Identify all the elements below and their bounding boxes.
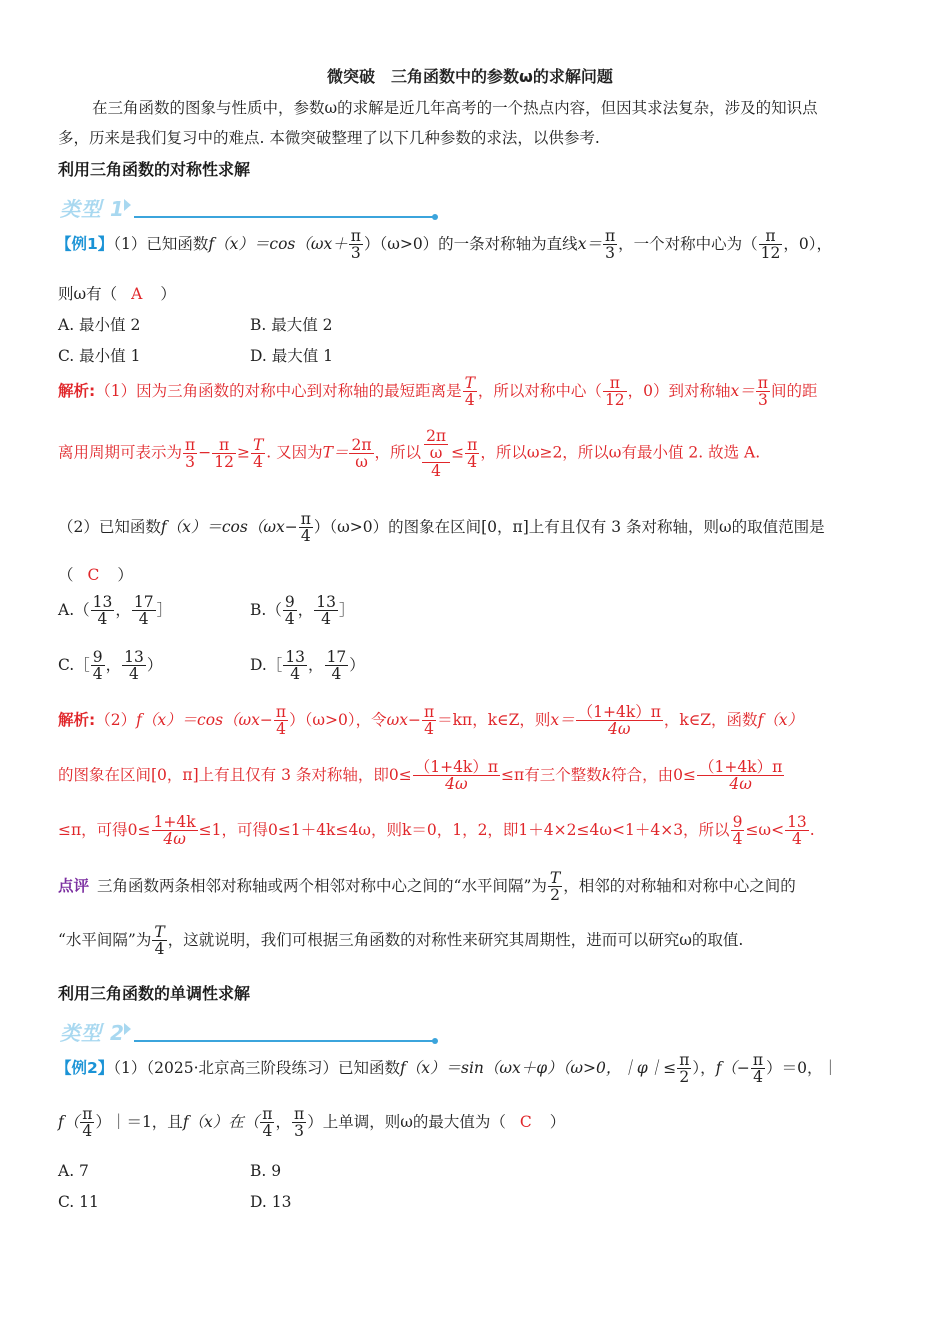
- text: −: [198, 443, 212, 462]
- text: ，0）到对称轴: [627, 381, 731, 400]
- solution2-line1: [58, 704, 803, 738]
- text: 间的距: [770, 381, 818, 400]
- text: x＝: [577, 234, 602, 253]
- text: f（: [58, 1112, 80, 1131]
- fraction: $\frac{13}{4}$: [92, 593, 113, 629]
- text: ）｜＝1，且: [95, 1112, 183, 1131]
- text: ωx−: [386, 710, 421, 729]
- answer-mark: C: [87, 566, 100, 584]
- text: A.（: [58, 600, 90, 619]
- text: x＝: [550, 710, 575, 729]
- type-divider: [134, 216, 434, 218]
- fraction: $\frac{T}{2}$: [549, 869, 561, 905]
- example1-question1-answer-line: [58, 282, 176, 304]
- solution1-line2: [58, 428, 760, 479]
- text: ，所以: [374, 443, 422, 462]
- text: 则ω有（: [58, 285, 118, 303]
- text: ，k∈Z，函数: [663, 710, 758, 729]
- ex2-option-b: B. 9: [250, 1162, 282, 1180]
- q2-option-a: [58, 594, 172, 628]
- fraction: $\frac{13}{4}$: [316, 593, 336, 629]
- text: .: [809, 820, 815, 839]
- text: ）（ω>0），令: [289, 710, 387, 729]
- type-arrow-icon: [124, 199, 131, 211]
- text: （2）已知函数: [58, 517, 161, 536]
- solution2-line2: [58, 759, 785, 793]
- fraction: $\frac{(1+4k)\pi}{4\omega}$: [698, 758, 783, 794]
- example2-question1-line2: [58, 1106, 565, 1140]
- fraction: $\frac{\pi}{12}$: [604, 374, 625, 410]
- fraction: $\frac{13}{4}$: [787, 813, 807, 849]
- type-divider-dot: [432, 1038, 438, 1044]
- section-heading-symmetry: 利用三角函数的对称性求解: [58, 160, 251, 179]
- fraction: $\frac{T}{4}$: [154, 923, 165, 959]
- text: ］: [156, 600, 173, 619]
- text: k: [601, 765, 612, 784]
- fraction: $\frac{\pi}{4}$: [262, 1105, 273, 1141]
- text: f（x）＝sin（ωx＋φ）（ω>0，｜φ｜≤: [400, 1058, 677, 1077]
- text: k＝0，1，2，即1＋4×2≤4ω<1＋4×3，所以: [401, 820, 730, 839]
- text: 的图象在区间[0，π]上有且仅有 3 条对称轴，即0≤: [58, 765, 412, 784]
- solution2-line3: [58, 814, 815, 848]
- ex2-option-c: C. 11: [58, 1193, 99, 1211]
- text: 离用周期可表示为: [58, 443, 183, 462]
- text: ）（ω>0）的图象在区间[0，π]上有且仅有 3 条对称轴，则ω的取值范围是: [313, 517, 825, 536]
- page-title: 微突破 三角函数中的参数ω的求解问题: [327, 67, 613, 86]
- text: . 又因为: [266, 443, 323, 462]
- review-line1: [58, 870, 796, 904]
- solution-label: 解析:: [58, 710, 96, 729]
- text: ≥: [236, 443, 250, 462]
- fraction: $\frac{17}{4}$: [326, 648, 347, 684]
- text: ，: [105, 655, 122, 674]
- fraction: $\frac{(1+4k)\pi}{4\omega}$: [414, 758, 499, 794]
- text: （1）已知函数: [113, 234, 209, 253]
- example-tag: 【例1】: [56, 234, 114, 253]
- fraction: $\frac{\pi}{12}$: [214, 435, 234, 471]
- text: f（x）＝cos（ωx＋: [208, 234, 348, 253]
- text: B.（: [250, 600, 282, 619]
- q2-option-b: [250, 594, 354, 628]
- fraction: $\frac{\pi}{4}$: [423, 703, 435, 739]
- q2-option-c: [58, 649, 162, 683]
- text: ）: [549, 1112, 566, 1131]
- text: ］: [338, 600, 355, 619]
- answer-mark: C: [519, 1112, 532, 1131]
- type-label-2: 类型 2: [60, 1021, 125, 1045]
- compound-fraction: $\frac{\frac{2\pi}{\omega}}{4}$: [422, 428, 450, 479]
- example-tag: 【例2】: [56, 1058, 114, 1077]
- text: （2）: [95, 710, 137, 729]
- fraction: $\frac{9}{4}$: [732, 813, 743, 849]
- fraction: $\frac{13}{4}$: [285, 648, 306, 684]
- fraction: $\frac{T}{4}$: [252, 435, 264, 471]
- fraction: $\frac{2\pi}{\omega}$: [351, 435, 372, 471]
- fraction: $\frac{17}{4}$: [133, 593, 154, 629]
- text: ）: [117, 566, 133, 584]
- text: ，这就说明，我们可根据三角函数的对称性来研究其周期性，进而可以研究ω的取值.: [167, 930, 744, 949]
- text: ）: [160, 285, 176, 303]
- text: ，: [275, 1112, 291, 1131]
- text: ≤: [451, 443, 465, 462]
- fraction: $\frac{\pi}{3}$: [604, 227, 616, 263]
- text: ≤π有三个整数: [501, 765, 602, 784]
- text: “水平间隔”为: [58, 930, 152, 949]
- text: ，所以对称中心（: [477, 381, 602, 400]
- text: ，0），: [783, 234, 832, 253]
- text: ）上单调，则ω的最大值为（: [307, 1112, 506, 1131]
- text: ≤ω<: [745, 820, 785, 839]
- example2-question1: [56, 1052, 838, 1086]
- intro-line-1: 在三角函数的图象与性质中，参数ω的求解是近几年高考的一个热点内容，但因其求法复杂，涉及的知识点: [92, 99, 818, 117]
- fraction: $\frac{\pi}{12}$: [760, 227, 781, 263]
- type-divider-dot: [432, 214, 438, 220]
- text: T＝: [322, 443, 349, 462]
- q2-option-d: [250, 649, 365, 683]
- text: ）（ω>0）的一条对称轴为直线: [363, 234, 578, 253]
- fraction: $\frac{\pi}{4}$: [82, 1105, 93, 1141]
- text: ，: [297, 600, 314, 619]
- text: f（x）: [757, 710, 804, 729]
- text: ，: [115, 600, 131, 619]
- fraction: $\frac{\pi}{4}$: [467, 435, 478, 471]
- text: ），: [692, 1058, 716, 1077]
- fraction: $\frac{\pi}{2}$: [679, 1051, 690, 1087]
- text: D.［: [250, 655, 283, 674]
- type-divider: [134, 1040, 434, 1042]
- review-tag: 点评: [58, 876, 90, 895]
- text: ，一个对称中心为（: [618, 234, 758, 253]
- solution-label: 解析:: [58, 381, 96, 400]
- text: x＝: [730, 381, 755, 400]
- text: （1）因为三角函数的对称中心到对称轴的最短距离是: [95, 381, 462, 400]
- text: C.［: [58, 655, 90, 674]
- option-a: A. 最小值 2: [58, 316, 141, 334]
- text: ，: [308, 655, 324, 674]
- fraction: $\frac{\pi}{3}$: [350, 227, 361, 263]
- type-arrow-icon: [124, 1023, 131, 1035]
- fraction: $\frac{\pi}{3}$: [757, 374, 768, 410]
- text: ，所以ω≥2，所以ω有最小值 2. 故选 A.: [480, 443, 761, 462]
- example1-question2-answer-line: [58, 563, 133, 585]
- fraction: $\frac{\pi}{3}$: [294, 1105, 305, 1141]
- option-b: B. 最大值 2: [250, 316, 333, 334]
- text: （1）（2025·北京高三阶段练习）已知函数: [113, 1058, 401, 1077]
- review-line2: [58, 924, 743, 958]
- text: ≤π，可得0≤: [58, 820, 151, 839]
- type-label-1: 类型 1: [60, 197, 125, 221]
- intro-line-2: 多，历来是我们复习中的难点. 本微突破整理了以下几种参数的求法，以供参考.: [58, 129, 600, 147]
- text: 符合，由0≤: [611, 765, 696, 784]
- fraction: $\frac{\pi}{4}$: [752, 1051, 764, 1087]
- text: f（x）在（: [182, 1112, 260, 1131]
- text: f（x）＝cos（ωx−: [160, 517, 298, 536]
- fraction: $\frac{9}{4}$: [92, 648, 103, 684]
- text: ）＝0，｜: [766, 1058, 838, 1077]
- fraction: $\frac{1+4k}{4\omega}$: [153, 813, 196, 849]
- text: ≤1，可得0≤1＋4k≤4ω，则: [198, 820, 402, 839]
- text: 三角函数两条相邻对称轴或两个相邻对称中心之间的“水平间隔”为: [97, 876, 547, 895]
- answer-mark: A: [131, 285, 143, 303]
- section-heading-monotonicity: 利用三角函数的单调性求解: [58, 984, 251, 1003]
- fraction: $\frac{13}{4}$: [124, 648, 144, 684]
- solution1-line1: [58, 375, 818, 409]
- example1-question2: [58, 511, 825, 545]
- fraction: $\frac{\pi}{3}$: [185, 435, 196, 471]
- text: ，相邻的对称轴和对称中心之间的: [563, 876, 796, 895]
- text: （: [58, 566, 74, 584]
- fraction: $\frac{T}{4}$: [464, 374, 475, 410]
- option-d: D. 最大值 1: [250, 347, 334, 365]
- fraction: $\frac{\pi}{4}$: [300, 510, 311, 546]
- option-c: C. 最小值 1: [58, 347, 141, 365]
- fraction: $\frac{9}{4}$: [284, 593, 295, 629]
- text: f（−: [715, 1058, 750, 1077]
- fraction: $\frac{\pi}{4}$: [275, 703, 287, 739]
- ex2-option-d: D. 13: [250, 1193, 292, 1211]
- text: ）: [146, 655, 163, 674]
- example1-question1: [56, 228, 832, 262]
- text: f（x）＝cos（ωx−: [136, 710, 273, 729]
- text: ）: [349, 655, 365, 674]
- fraction: $\frac{(1+4k)\pi}{4\omega}$: [577, 703, 661, 739]
- ex2-option-a: A. 7: [58, 1162, 89, 1180]
- text: ＝kπ，k∈Z，则: [437, 710, 551, 729]
